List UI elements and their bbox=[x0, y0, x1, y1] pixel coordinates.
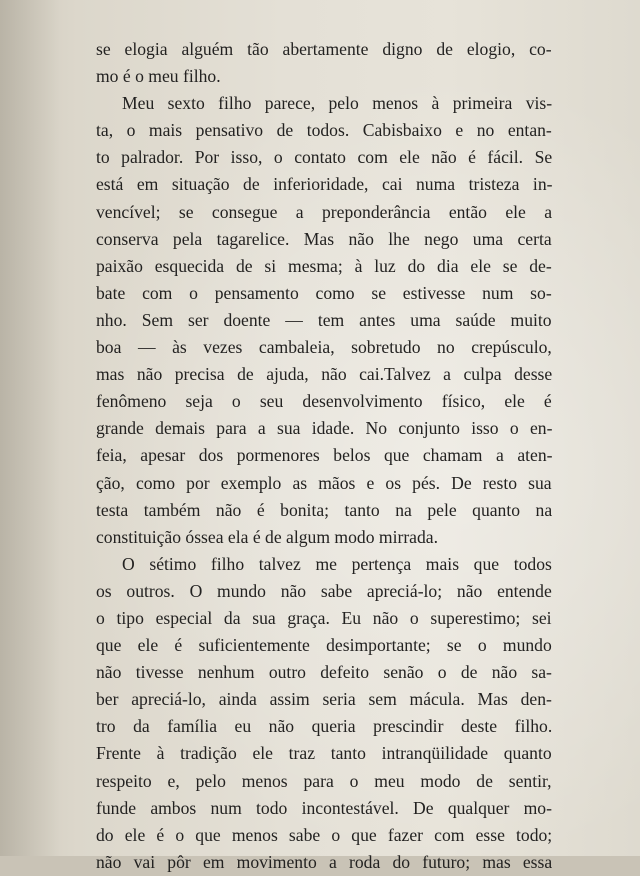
text-line: grande demais para a sua idade. No conjunto isso o en- bbox=[96, 418, 553, 439]
text-line: O sétimo filho talvez me pertença mais que todos bbox=[122, 553, 552, 574]
text-line: não vai pôr em movimento a roda do futuro; mas essa bbox=[96, 851, 553, 872]
text-line: não tivesse nenhum outro defeito senão o de não sa- bbox=[96, 662, 552, 683]
text-line: tro da família eu não queria prescindir deste filho. bbox=[96, 716, 553, 737]
text-line: ber apreciá-lo, ainda assim seria sem mácula. Mas den- bbox=[96, 689, 552, 710]
text-line: ção, como por exemplo as mãos e os pés. De resto sua bbox=[96, 472, 552, 493]
text-line: boa — às vezes cambaleia, sobretudo no crepúsculo, bbox=[96, 337, 552, 358]
text-line: testa também não é bonita; tanto na pele quanto na bbox=[96, 499, 553, 520]
text-line: funde ambos num todo incontestável. De qualquer mo- bbox=[96, 797, 552, 818]
text-line: to palrador. Por isso, o contato com ele não é fácil. Se bbox=[96, 147, 553, 168]
text-line: fenômeno seja o seu desenvolvimento físico, ele é bbox=[96, 391, 552, 412]
text-line: que ele é suficientemente desimportante; se o mundo bbox=[96, 635, 552, 656]
text-line: conserva pela tagarelice. Mas não lhe nego uma certa bbox=[96, 228, 552, 249]
text-line: feia, apesar dos pormenores belos que chamam a aten- bbox=[96, 445, 553, 466]
text-line: mas não precisa de ajuda, não cai.Talvez a culpa desse bbox=[96, 364, 553, 385]
text-line: o tipo especial da sua graça. Eu não o superestimo; sei bbox=[96, 607, 552, 628]
text-line: mo é o meu filho. bbox=[96, 66, 221, 87]
text-line: vencível; se consegue a preponderância então ele a bbox=[96, 201, 553, 222]
text-line: do ele é o que menos sabe o que fazer com esse todo; bbox=[96, 824, 553, 845]
text-line: constituição óssea ela é de algum modo mirrada. bbox=[96, 526, 438, 547]
text-line: Meu sexto filho parece, pelo menos à primeira vis- bbox=[122, 93, 553, 114]
text-line: bate com o pensamento como se estivesse num so- bbox=[96, 282, 552, 303]
text-line: está em situação de inferioridade, cai numa tristeza in- bbox=[96, 174, 553, 195]
page-text bbox=[96, 36, 552, 876]
text-line: ta, o mais pensativo de todos. Cabisbaixo e no entan- bbox=[96, 120, 552, 141]
text-line: se elogia alguém tão abertamente digno de elogio, co- bbox=[96, 39, 552, 59]
text-line: paixão esquecida de si mesma; à luz do dia ele se de- bbox=[96, 255, 552, 276]
text-line: nho. Sem ser doente — tem antes uma saúde muito bbox=[96, 309, 552, 330]
text-line: respeito e, pelo menos para o meu modo de sentir, bbox=[96, 770, 552, 791]
text-line: os outros. O mundo não sabe apreciá-lo; não entende bbox=[96, 580, 552, 601]
text-line: Frente à tradição ele traz tanto intranqüilidade quanto bbox=[96, 743, 552, 764]
